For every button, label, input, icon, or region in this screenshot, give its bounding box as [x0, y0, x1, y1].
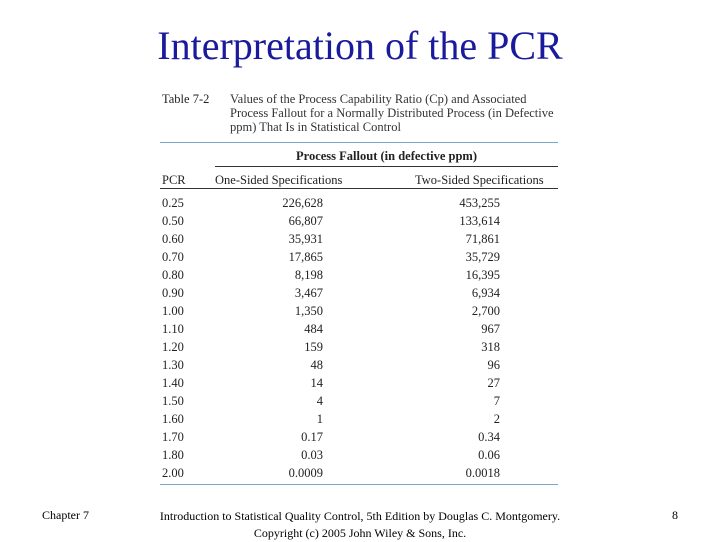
pcr-value: 2.00: [162, 466, 184, 480]
two-sided-value: 2: [493, 412, 500, 426]
chapter-label: Chapter 7: [42, 508, 89, 522]
pcr-value: 0.90: [162, 286, 184, 300]
column-header-one-sided: One-Sided Specifications: [215, 173, 343, 187]
table-row: [160, 248, 558, 266]
table-row: [160, 284, 558, 302]
pcr-value: 1.80: [162, 448, 184, 462]
two-sided-value: 967: [481, 322, 500, 336]
pcr-table: [160, 90, 558, 480]
one-sided-value: 17,865: [288, 250, 323, 264]
table-caption: [160, 90, 558, 138]
citation-line-1: Introduction to Statistical Quality Control, 5th Edition by Douglas C. Montgomery.: [159, 509, 561, 523]
one-sided-value: 35,931: [288, 232, 323, 246]
caption-divider: [160, 142, 558, 143]
citation-line-2: Copyright (c) 2005 John Wiley & Sons, Inc.: [253, 526, 467, 540]
pcr-value: 1.40: [162, 376, 184, 390]
pcr-value: 0.70: [162, 250, 184, 264]
one-sided-value: 1,350: [294, 304, 323, 318]
pcr-value: 0.25: [162, 196, 184, 210]
table-row: [160, 212, 558, 230]
pcr-value: 1.30: [162, 358, 184, 372]
pcr-value: 1.10: [162, 322, 184, 336]
table-row: [160, 356, 558, 374]
group-header: Process Fallout (in defective ppm): [296, 149, 477, 163]
pcr-value: 1.60: [162, 412, 184, 426]
two-sided-value: 35,729: [465, 250, 500, 264]
table-row: [160, 266, 558, 284]
two-sided-value: 0.0018: [465, 466, 500, 480]
table-row: [160, 302, 558, 320]
table-number: Table 7-2: [162, 92, 210, 106]
two-sided-value: 2,700: [471, 304, 500, 318]
table-row: [160, 410, 558, 428]
pcr-value: 0.80: [162, 268, 184, 282]
two-sided-value: 7: [493, 394, 500, 408]
table-row: [160, 464, 558, 482]
two-sided-value: 0.06: [478, 448, 500, 462]
table-row: [160, 194, 558, 212]
one-sided-value: 0.0009: [288, 466, 323, 480]
table-row: [160, 320, 558, 338]
one-sided-value: 48: [310, 358, 323, 372]
page-number: 8: [672, 508, 678, 522]
two-sided-value: 6,934: [471, 286, 500, 300]
table-caption-text: Values of the Process Capability Ratio (Cp) and Associated Process Fallout for a Normally Distributed Process (in Defective ppm) That Is in Statistical Control: [230, 92, 554, 134]
one-sided-value: 4: [316, 394, 323, 408]
one-sided-value: 14: [310, 376, 323, 390]
pcr-value: 1.70: [162, 430, 184, 444]
one-sided-value: 0.03: [301, 448, 323, 462]
table-body: [160, 194, 558, 482]
two-sided-value: 453,255: [459, 196, 500, 210]
table-row: [160, 446, 558, 464]
footer-citation: [140, 508, 580, 542]
two-sided-value: 96: [487, 358, 500, 372]
one-sided-value: 0.17: [301, 430, 323, 444]
pcr-value: 1.00: [162, 304, 184, 318]
column-header-two-sided: Two-Sided Specifications: [415, 173, 544, 187]
two-sided-value: 318: [481, 340, 500, 354]
two-sided-value: 133,614: [459, 214, 500, 228]
one-sided-value: 8,198: [294, 268, 323, 282]
pcr-value: 1.20: [162, 340, 184, 354]
one-sided-value: 3,467: [294, 286, 323, 300]
column-header-pcr: PCR: [162, 173, 186, 187]
table-row: [160, 374, 558, 392]
table-row: [160, 428, 558, 446]
header-divider: [160, 188, 558, 189]
table-row: [160, 392, 558, 410]
pcr-value: 0.50: [162, 214, 184, 228]
one-sided-value: 484: [304, 322, 323, 336]
table-row: [160, 338, 558, 356]
table-row: [160, 230, 558, 248]
pcr-value: 1.50: [162, 394, 184, 408]
one-sided-value: 66,807: [288, 214, 323, 228]
two-sided-value: 16,395: [465, 268, 500, 282]
group-header-divider: [215, 166, 558, 167]
one-sided-value: 1: [316, 412, 323, 426]
pcr-value: 0.60: [162, 232, 184, 246]
one-sided-value: 226,628: [282, 196, 323, 210]
two-sided-value: 27: [487, 376, 500, 390]
slide-title: Interpretation of the PCR: [157, 23, 563, 68]
table-bottom-rule: [160, 484, 558, 485]
two-sided-value: 71,861: [465, 232, 500, 246]
two-sided-value: 0.34: [478, 430, 500, 444]
one-sided-value: 159: [304, 340, 323, 354]
